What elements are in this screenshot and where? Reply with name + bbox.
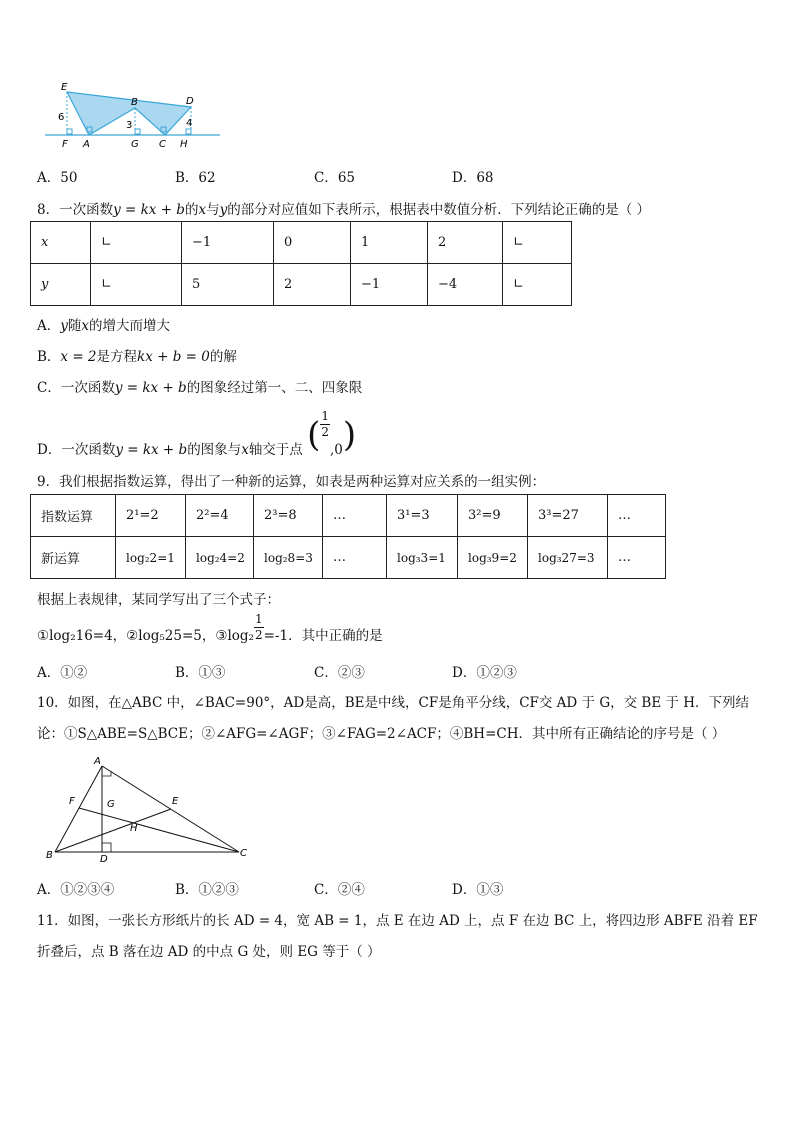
cell: ∟ bbox=[503, 222, 572, 264]
right-angle-H bbox=[186, 129, 191, 134]
label-6: 6 bbox=[58, 112, 65, 123]
q10-option-d: D．①③ bbox=[452, 882, 504, 898]
cell: … bbox=[608, 495, 666, 537]
label-H: H bbox=[180, 139, 188, 150]
cell: 3³=27 bbox=[528, 495, 608, 537]
bisector-CF bbox=[79, 808, 239, 852]
right-angle-A bbox=[102, 771, 111, 776]
cell: −4 bbox=[428, 264, 503, 306]
label-E: E bbox=[172, 796, 179, 807]
q9-line3: ①log₂16=4，②log₅25=5，③log₂ $\frac{1}{2}$ =-1．其中正确的是 bbox=[37, 612, 383, 644]
right-angle-F bbox=[67, 129, 72, 134]
q7-option-c: C．65 bbox=[314, 170, 356, 186]
q11-line2: 折叠后，点 B 落在边 AD 的中点 G 处，则 EG 等于（ ） bbox=[37, 944, 381, 960]
cell: 3¹=3 bbox=[387, 495, 458, 537]
label-A: A bbox=[83, 139, 90, 150]
label-B: B bbox=[131, 97, 138, 108]
q8-option-b: B．x = 2是方程kx + b = 0的解 bbox=[37, 349, 237, 365]
q10-figure bbox=[44, 756, 254, 866]
q8-option-c: C．一次函数y = kx + b的图象经过第一、二、四象限 bbox=[37, 380, 363, 396]
q9-line2: 根据上表规律，某同学写出了三个式子： bbox=[37, 592, 280, 608]
label-A: A bbox=[94, 756, 101, 767]
q7-option-d: D．68 bbox=[452, 170, 494, 186]
cell: −1 bbox=[351, 264, 428, 306]
label-C: C bbox=[159, 139, 166, 150]
cell: 新运算 bbox=[31, 537, 116, 579]
q9-option-d: D．①②③ bbox=[452, 665, 517, 681]
cell: x bbox=[31, 222, 91, 264]
label-E: E bbox=[61, 82, 68, 93]
label-G: G bbox=[107, 799, 115, 810]
cell: 1 bbox=[351, 222, 428, 264]
label-D: D bbox=[100, 854, 108, 865]
label-F: F bbox=[69, 796, 75, 807]
q7-option-b: B．62 bbox=[175, 170, 216, 186]
q7-figure bbox=[45, 82, 235, 152]
right-angle-G bbox=[135, 129, 140, 134]
right-angle-D bbox=[102, 843, 111, 852]
q8-option-a: A．y随x的增大而增大 bbox=[37, 318, 171, 334]
cell: log₂2=1 bbox=[116, 537, 186, 579]
q10-line2: 论：①S△ABE=S△BCE；②∠AFG=∠AGF；③∠FAG=2∠ACF；④BH=CH．其中所有正确结论的序号是（ ） bbox=[37, 726, 726, 742]
label-3: 3 bbox=[126, 120, 133, 131]
cell: 指数运算 bbox=[31, 495, 116, 537]
q9-option-a: A．①② bbox=[37, 665, 88, 681]
label-G: G bbox=[131, 139, 139, 150]
cell: log₃9=2 bbox=[458, 537, 528, 579]
cell: log₂8=3 bbox=[254, 537, 323, 579]
q10-option-b: B．①②③ bbox=[175, 882, 239, 898]
q9-option-c: C．②③ bbox=[314, 665, 365, 681]
cell: −1 bbox=[182, 222, 274, 264]
q9-stem: 9．我们根据指数运算，得出了一种新的运算，如表是两种运算对应关系的一组实例： bbox=[37, 474, 546, 490]
q9-table bbox=[30, 494, 666, 579]
cell: 2 bbox=[428, 222, 503, 264]
cell: log₃3=1 bbox=[387, 537, 458, 579]
cell: … bbox=[323, 495, 387, 537]
cell: … bbox=[608, 537, 666, 579]
cell: 2³=8 bbox=[254, 495, 323, 537]
cell: 2¹=2 bbox=[116, 495, 186, 537]
cell: 3²=9 bbox=[458, 495, 528, 537]
cell: y bbox=[31, 264, 91, 306]
label-B: B bbox=[46, 850, 53, 861]
cell: 0 bbox=[274, 222, 351, 264]
cell: … bbox=[323, 537, 387, 579]
cell: ∟ bbox=[91, 264, 182, 306]
cell: ∟ bbox=[503, 264, 572, 306]
cell: 2²=4 bbox=[186, 495, 254, 537]
label-F: F bbox=[62, 139, 68, 150]
label-4: 4 bbox=[186, 118, 193, 129]
q11-line1: 11．如图，一张长方形纸片的长 AD = 4，宽 AB = 1，点 E 在边 AD 上，点 F 在边 BC 上，将四边形 ABFE 沿着 EF bbox=[37, 913, 758, 929]
q8-table bbox=[30, 221, 572, 306]
cell: ∟ bbox=[91, 222, 182, 264]
label-H: H bbox=[130, 823, 138, 834]
q8-option-d: D．一次函数y = kx + b的图象与x轴交于点 ( $\frac{1}{2}$ ,0) bbox=[37, 409, 357, 458]
label-C: C bbox=[240, 848, 247, 859]
label-D: D bbox=[186, 96, 194, 107]
q10-option-c: C．②④ bbox=[314, 882, 365, 898]
side-AB bbox=[55, 766, 102, 852]
median-BE bbox=[55, 809, 171, 852]
cell: 5 bbox=[182, 264, 274, 306]
q7-option-a: A．50 bbox=[37, 170, 78, 186]
q8-stem: 8．一次函数y = kx + b的x与y的部分对应值如下表所示，根据表中数值分析．下列结论正确的是（ ） bbox=[37, 202, 651, 218]
cell: log₃27=3 bbox=[528, 537, 608, 579]
cell: 2 bbox=[274, 264, 351, 306]
q10-option-a: A．①②③④ bbox=[37, 882, 115, 898]
q10-line1: 10．如图，在△ABC 中，∠BAC=90°，AD是高，BE是中线，CF是角平分线，CF交 AD 于 G，交 BE 于 H．下列结 bbox=[37, 695, 750, 711]
cell: log₂4=2 bbox=[186, 537, 254, 579]
q9-option-b: B．①③ bbox=[175, 665, 226, 681]
